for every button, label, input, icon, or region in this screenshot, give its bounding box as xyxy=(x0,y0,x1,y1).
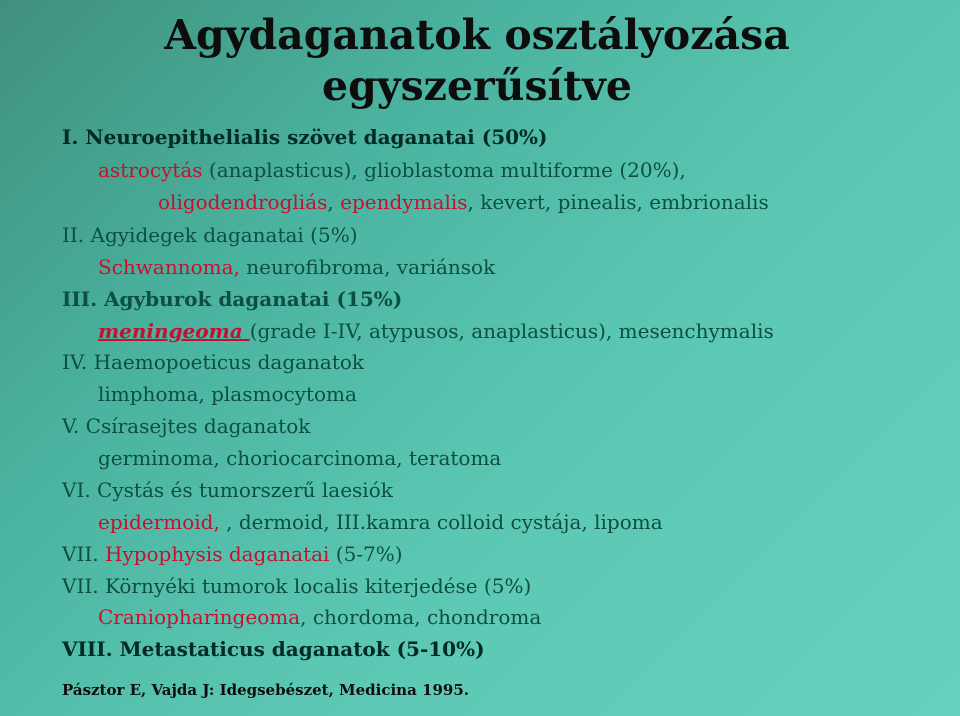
section-9-heading: VIII. Metastaticus daganatok (5-10%) xyxy=(62,637,485,661)
term-epidermoid: epidermoid, xyxy=(98,510,220,534)
section-7-prefix: VII. xyxy=(62,542,105,566)
section-8-heading: VII. Környéki tumorok localis kiterjedése (5%) xyxy=(62,574,532,598)
term-schwannoma: Schwannoma, xyxy=(98,255,240,279)
section-1-heading: I. Neuroepithelialis szövet daganatai (50%) xyxy=(62,125,548,149)
section-6-line-1 xyxy=(98,512,663,532)
term-astrocytas: astrocytás xyxy=(98,158,203,182)
title-line-1: Agydaganatok osztályozása xyxy=(164,11,790,59)
section-4-heading: IV. Haemopoeticus daganatok xyxy=(62,350,365,374)
section-3-heading: III. Agyburok daganatai (15%) xyxy=(62,287,403,311)
section-1-line-1 xyxy=(98,160,686,180)
section-1-line-1-rest: (anaplasticus), glioblastoma multiforme (20%), xyxy=(202,158,686,182)
section-3-line-1-rest: (grade I-IV, atypusos, anaplasticus), mesenchymalis xyxy=(249,319,774,343)
section-6-heading: VI. Cystás és tumorszerű laesiók xyxy=(62,478,393,502)
term-craniopharingeoma: Craniopharingeoma xyxy=(98,605,301,629)
section-3-line-1 xyxy=(98,321,774,341)
section-8-line-1-rest: , chordoma, chondroma xyxy=(300,605,542,629)
section-1-line-2 xyxy=(158,192,769,212)
section-5-heading: V. Csírasejtes daganatok xyxy=(62,414,311,438)
section-2-line-1 xyxy=(98,257,495,277)
section-2-heading: II. Agyidegek daganatai (5%) xyxy=(62,223,358,247)
section-7-heading xyxy=(62,544,403,564)
term-hypophysis: Hypophysis daganatai xyxy=(104,542,330,566)
section-8-line-1 xyxy=(98,607,541,627)
term-meningeoma: meningeoma xyxy=(98,319,250,343)
section-1-line-2-sep: , xyxy=(327,190,341,214)
section-4-line-1: limphoma, plasmocytoma xyxy=(98,382,357,406)
section-6-line-1-rest: , dermoid, III.kamra colloid cystája, lipoma xyxy=(219,510,663,534)
section-5-line-1: germinoma, choriocarcinoma, teratoma xyxy=(98,446,502,470)
section-7-rest: (5-7%) xyxy=(329,542,403,566)
section-2-line-1-rest: neurofibroma, variánsok xyxy=(239,255,496,279)
term-oligodendroglias: oligodendrogliás xyxy=(158,190,328,214)
citation: Pásztor E, Vajda J: Idegsebészet, Medicina 1995. xyxy=(62,681,469,699)
section-1-line-2-rest: , kevert, pinealis, embrionalis xyxy=(467,190,769,214)
title-line-2: egyszerűsítve xyxy=(322,62,632,110)
term-ependymalis: ependymalis xyxy=(340,190,468,214)
